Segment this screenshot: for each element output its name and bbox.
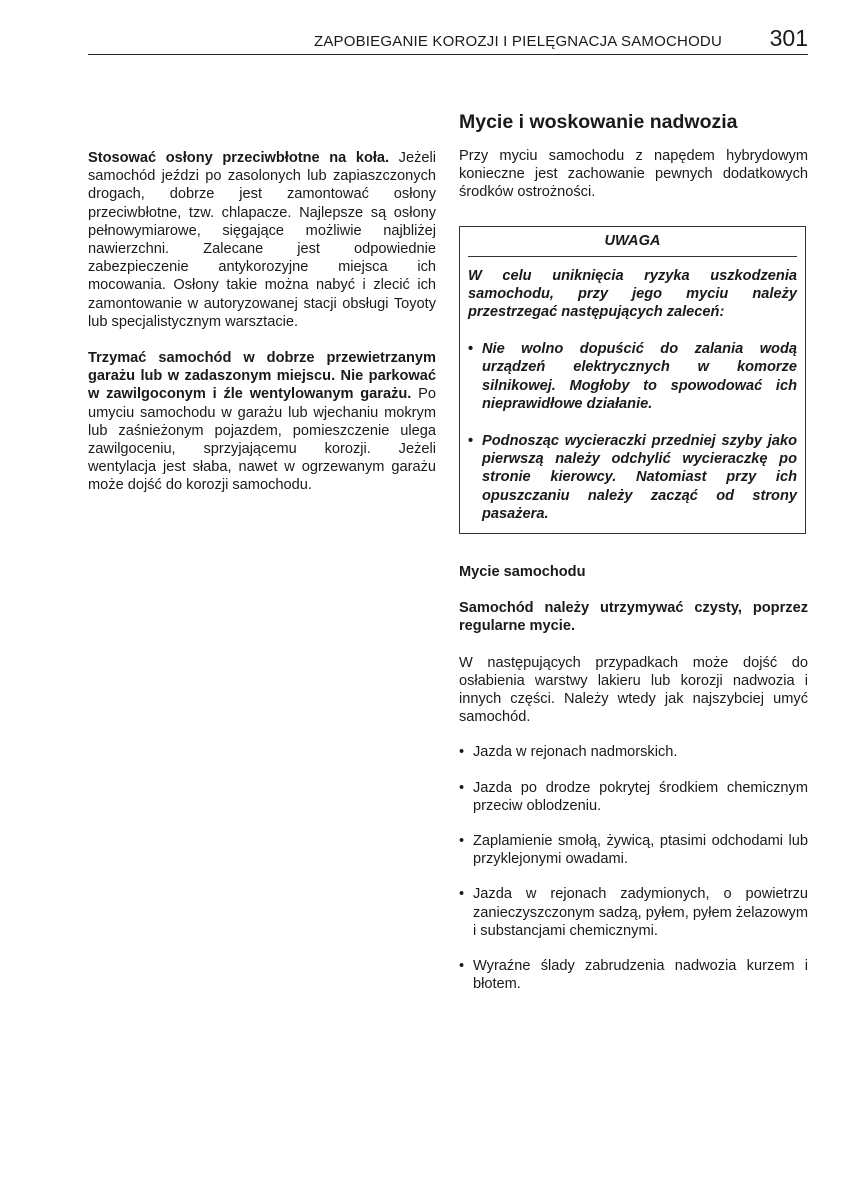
bold-paragraph: Samochód należy utrzymywać czysty, poprzez regularne mycie. <box>459 600 808 635</box>
subheading: Mycie samochodu <box>459 564 586 581</box>
warning-item <box>468 340 797 413</box>
page-number: 301 <box>769 25 808 51</box>
bullet-icon: • <box>459 958 465 975</box>
list-item-text: Jazda w rejonach zadymionych, o powietrzu zanieczyszczonym sadzą, pyłem, pyłem żelazowym i substancjami chemicznymi. <box>473 886 808 939</box>
list-item-text: Wyraźne ślady zabrudzenia nadwozia kurzem i błotem. <box>473 958 808 993</box>
list-item-text: Zaplamienie smołą, żywicą, ptasimi odchodami lub przyklejonymi owadami. <box>473 833 808 868</box>
garage-lead: Trzymać samochód w dobrze przewietrzanym garażu lub w zadaszonym miejscu. Nie parkować w zawilgoconym i źle wentylowanym garażu. <box>88 350 436 403</box>
warning-body <box>460 267 805 523</box>
bullet-icon: • <box>459 833 465 850</box>
conditions-paragraph: W następujących przypadkach może dojść do osłabienia warstwy lakieru lub korozji nadwozia i innych części. Należy wtedy jak najszybciej umyć samochód. <box>459 654 808 726</box>
bullet-icon: • <box>459 886 465 903</box>
list-item <box>459 779 808 815</box>
list-item <box>459 885 808 940</box>
bullet-icon: • <box>468 433 474 450</box>
right-column <box>459 110 808 994</box>
section-heading: Mycie i woskowanie nadwozia <box>459 111 738 133</box>
warning-title: UWAGA <box>468 227 797 257</box>
warning-box <box>459 226 806 534</box>
bullet-icon: • <box>459 744 465 761</box>
warning-item <box>468 432 797 523</box>
warning-intro: W celu uniknięcia ryzyka uszkodzenia samochodu, przy jego myciu należy przestrzegać następujących zaleceń: <box>468 267 797 321</box>
mudguard-paragraph <box>88 149 436 331</box>
mudguard-lead: Stosować osłony przeciwbłotne na koła. <box>88 150 390 166</box>
page-header <box>88 24 808 55</box>
list-item-text: Jazda w rejonach nadmorskich. <box>473 744 678 761</box>
warning-item-text: Nie wolno dopuścić do zalania wodą urządzeń elektrycznych w komorze silnikowej. Mogłoby to spowodować ich nieprawidłowe działanie. <box>482 341 797 412</box>
warning-item-text: Podnosząc wycieraczki przedniej szyby jako pierwszą należy odchylić wycieraczkę po stronie kierowcy. Natomiast przy ich opuszczaniu należy zacząć od strony pasażera. <box>482 433 797 522</box>
list-item <box>459 743 808 761</box>
garage-paragraph <box>88 349 436 495</box>
bullet-icon: • <box>468 341 474 358</box>
bullet-icon: • <box>459 779 465 796</box>
mudguard-text: Jeżeli samochód jeździ po zasolonych lub zapiaszczonych drogach, dobrze jest zamontować osłony przeciwbłotne, tzw. chlapacze. Najlepsze są osłony pełnowymiarowe, sięgające możliwie najbliżej nawierzchni. Zalecane jest odpowiednie zabezpieczenie antykorozyjne miejsca ich mocowania. Osłony takie można nabyć i zlecić ich zamontowanie w autoryzowanej stacji obsługi Toyoty lub specjalistycznym warsztacie. <box>88 150 436 330</box>
intro-paragraph: Przy myciu samochodu z napędem hybrydowym konieczne jest zachowanie pewnych dodatkowych środków ostrożności. <box>459 148 808 201</box>
left-column <box>88 149 436 495</box>
header-title: ZAPOBIEGANIE KOROZJI I PIELĘGNACJA SAMOCHODU <box>313 33 722 50</box>
list-item <box>459 957 808 993</box>
garage-text: Po umyciu samochodu w garażu lub wjechaniu mokrym lub zaśnieżonym pojazdem, pomieszczenie ulega zawilgoceniu, sprzyjającemu korozji. Jeżeli wentylacja jest słaba, nawet w ogrzewanym garażu może dojść do korozji samochodu. <box>88 386 436 494</box>
list-item <box>459 832 808 868</box>
list-item-text: Jazda po drodze pokrytej środkiem chemicznym przeciw oblodzeniu. <box>473 779 808 814</box>
